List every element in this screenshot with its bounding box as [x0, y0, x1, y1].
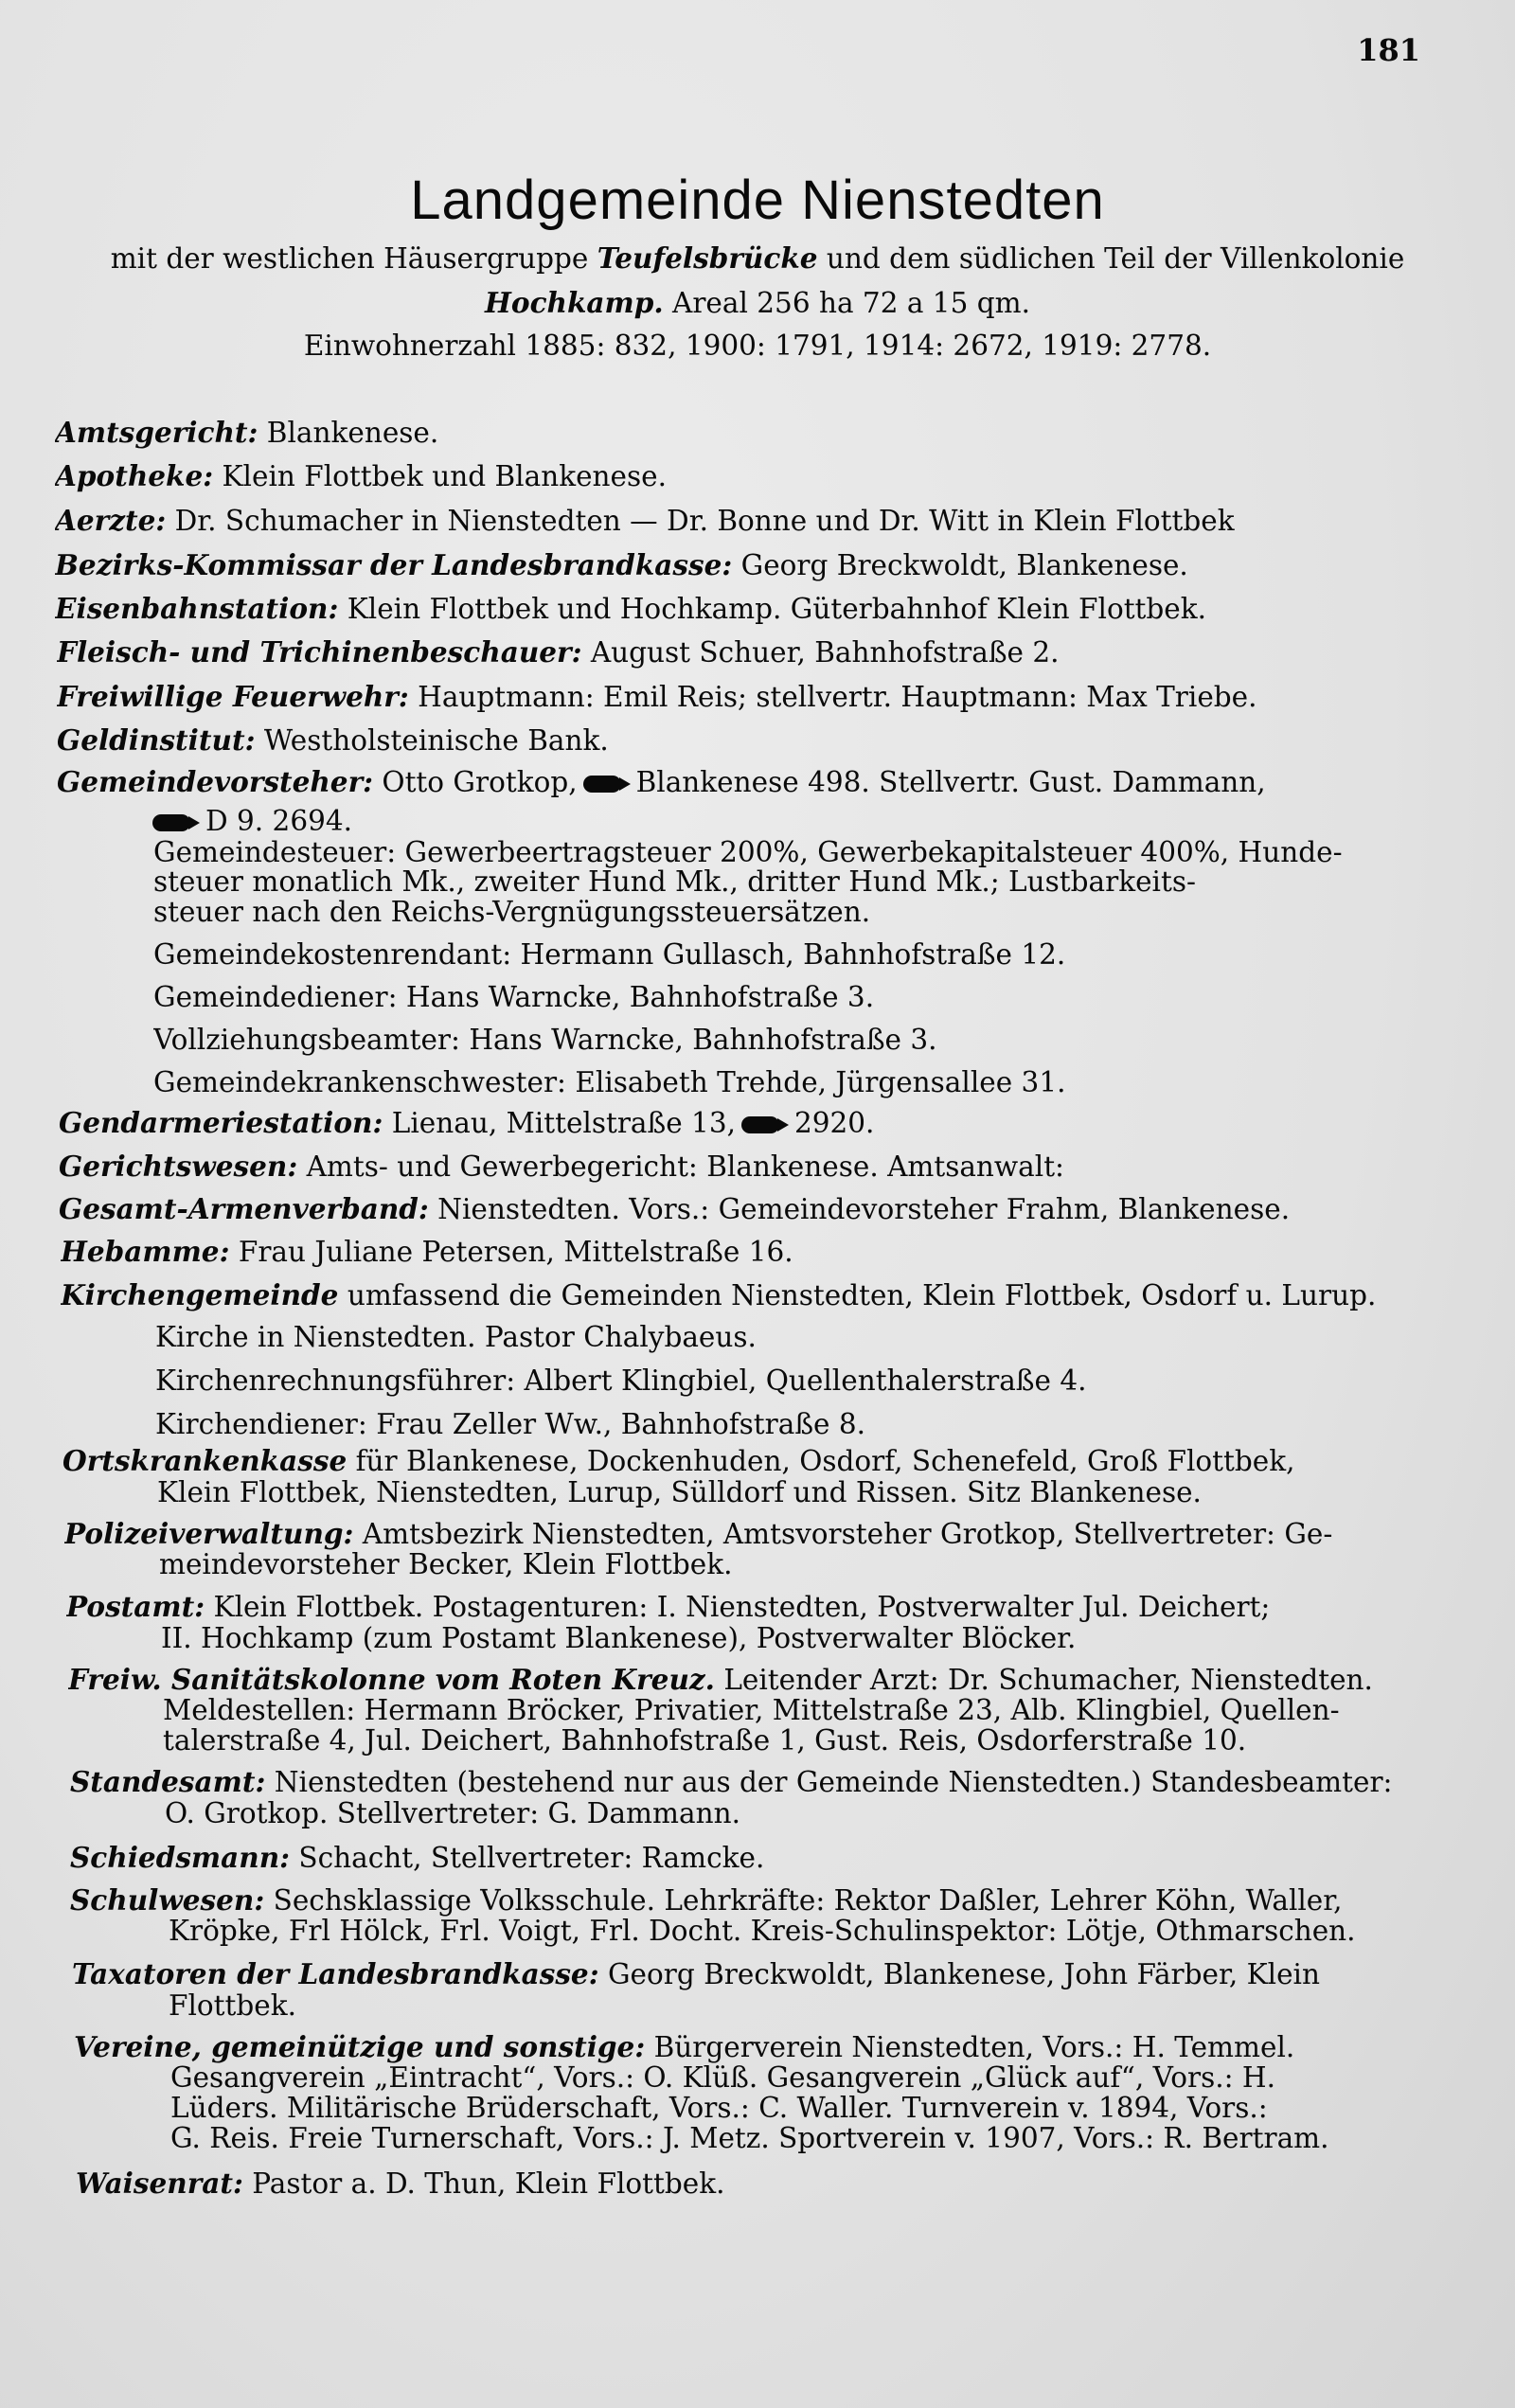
entry-text-continued: Blankenese 498. Stellvertr. Gust. Dammann, [635, 766, 1266, 798]
entry-label: Gemeindevorsteher: [57, 765, 374, 798]
entry-label: Taxatoren der Landesbrandkasse: [72, 1957, 599, 1990]
entry-line [153, 1021, 1515, 1059]
entry-text: Amts- und Gewerbegericht: Blankenese. Amtsanwalt: [297, 1150, 1065, 1183]
entry-label: Vereine, gemeinützige und sonstige: [74, 2030, 646, 2063]
entry-line [55, 457, 1437, 495]
entry-line [55, 502, 1437, 540]
entry-line [61, 1233, 1443, 1271]
entry-text: O. Grotkop. Stellvertreter: G. Dammann. [165, 1797, 740, 1829]
entry-text: G. Reis. Freie Turnerschaft, Vors.: J. Metz. Sportverein v. 1907, Vors.: R. Bertram. [170, 2122, 1329, 2154]
entry-text: Westholsteinische Bank. [255, 724, 609, 757]
entry-label: Fleisch- und Trichinenbeschauer: [57, 635, 582, 669]
entry-text: D 9. 2694. [205, 805, 353, 837]
entry-line [57, 678, 1439, 716]
entry-line [153, 978, 1515, 1016]
entry-line [76, 2165, 1458, 2203]
subtitle-line-3: Einwohnerzahl 1885: 832, 1900: 1791, 1914: 2672, 1919: 2778. [303, 330, 1212, 362]
entry-text: August Schuer, Bahnhofstraße 2. [581, 636, 1060, 669]
entry-text: Gesangverein „Eintracht“, Vors.: O. Klüß. Gesangverein „Glück auf“, Vors.: H. [170, 2061, 1276, 2094]
entry-text: Dr. Schumacher in Nienstedten — Dr. Bonne und Dr. Witt in Klein Flottbek [166, 505, 1235, 537]
entry-text: für Blankenese, Dockenhuden, Osdorf, Schenefeld, Groß Flottbek, [347, 1445, 1295, 1477]
entry-text: Klein Flottbek und Hochkamp. Güterbahnhof Klein Flottbek. [338, 593, 1207, 625]
entry-text: Flottbek. [169, 1989, 296, 2022]
entry-text: Klein Flottbek und Blankenese. [213, 460, 667, 492]
entry-text: steuer nach den Reichs-Vergnügungssteuersätzen. [153, 896, 871, 928]
entry-label: Apotheke: [55, 459, 214, 492]
entry-label: Gerichtswesen: [59, 1150, 298, 1183]
entry-text: Nienstedten. Vors.: Gemeindevorsteher Frahm, Blankenese. [428, 1193, 1291, 1225]
entry-line [57, 722, 1439, 759]
entry-line [159, 1545, 1515, 1583]
entry-line [155, 1405, 1515, 1443]
entry-label: Freiwillige Feuerwehr: [57, 680, 409, 713]
entry-text: Pastor a. D. Thun, Klein Flottbek. [242, 2167, 725, 2200]
entry-line [57, 633, 1439, 671]
entry-text: Lüders. Militärische Brüderschaft, Vors.: C. Waller. Turnverein v. 1894, Vors.: [170, 2092, 1268, 2124]
entry-text: Kirchenrechnungsführer: Albert Klingbiel, Quellenthalerstraße 4. [155, 1365, 1087, 1397]
entry-text: meindevorsteher Becker, Klein Flottbek. [159, 1548, 733, 1580]
entry-label: Polizeiverwaltung: [64, 1517, 354, 1550]
entry-line [155, 1318, 1515, 1356]
entry-label: Standesamt: [70, 1765, 266, 1798]
entry-text: Leitender Arzt: Dr. Schumacher, Nienstedten. [714, 1664, 1373, 1696]
entry-text: Gemeindekostenrendant: Hermann Gullasch, Bahnhofstraße 12. [153, 938, 1066, 971]
entry-text: Frau Juliane Petersen, Mittelstraße 16. [229, 1236, 793, 1268]
telephone-icon [583, 776, 631, 793]
entry-text: Nienstedten (bestehend nur aus der Gemeinde Nienstedten.) Standesbeamter: [265, 1766, 1393, 1798]
entry-label: Freiw. Sanitätskolonne vom Roten Kreuz. [68, 1663, 715, 1696]
entry-text: Kröpke, Frl Hölck, Frl. Voigt, Frl. Docht. Kreis-Schulinspektor: Lötje, Othmarschen. [169, 1915, 1356, 1947]
entry-label: Bezirks-Kommissar der Landesbrandkasse: [55, 548, 733, 581]
entry-label: Waisenrat: [76, 2167, 243, 2200]
entry-label: Schiedsmann: [70, 1841, 291, 1874]
subtitle-line-2: Hochkamp. Areal 256 ha 72 a 15 qm. [485, 286, 1030, 319]
entry-text: Lienau, Mittelstraße 13, [383, 1107, 736, 1139]
entry-line [55, 546, 1437, 584]
entry-line [55, 414, 1437, 452]
entry-label: Amtsgericht: [55, 416, 258, 449]
entry-label: Aerzte: [55, 504, 167, 537]
entry-text: Blankenese. [258, 417, 439, 449]
entry-label: Schulwesen: [70, 1883, 265, 1917]
entry-text-continued: 2920. [793, 1107, 875, 1139]
subtitle-line-1: mit der westlichen Häusergruppe Teufelsbrücke und dem südlichen Teil der Villenkolonie [110, 241, 1405, 275]
entry-text: Amtsbezirk Nienstedten, Amtsvorsteher Grotkop, Stellvertreter: Ge- [353, 1518, 1333, 1550]
entry-line [169, 1987, 1515, 2025]
entry-line [157, 1473, 1515, 1511]
entry-text: Vollziehungsbeamter: Hans Warncke, Bahnhofstraße 3. [153, 1024, 937, 1056]
entry-line [170, 2119, 1515, 2157]
entry-text: Kirchendiener: Frau Zeller Ww., Bahnhofstraße 8. [155, 1408, 866, 1440]
entry-line [153, 936, 1515, 973]
entry-line [59, 1190, 1441, 1228]
entry-text: Bürgerverein Nienstedten, Vors.: H. Temmel. [645, 2031, 1295, 2063]
entry-line [57, 763, 1439, 801]
entry-line [59, 1148, 1441, 1186]
entry-label: Gendarmeriestation: [59, 1106, 383, 1139]
entry-text: Schacht, Stellvertreter: Ramcke. [290, 1842, 765, 1874]
entry-text: Sechsklassige Volksschule. Lehrkräfte: Rektor Daßler, Lehrer Köhn, Waller, [264, 1884, 1343, 1917]
entry-label: Kirchengemeinde [61, 1278, 339, 1311]
entry-line [153, 1063, 1515, 1101]
entry-text: Klein Flottbek, Nienstedten, Lurup, Sülldorf und Rissen. Sitz Blankenese. [157, 1476, 1202, 1508]
entry-text: Meldestellen: Hermann Bröcker, Privatier, Mittelstraße 23, Alb. Klingbiel, Quellen- [163, 1694, 1340, 1726]
entry-line [155, 1362, 1515, 1400]
entry-text: steuer monatlich Mk., zweiter Hund Mk., dritter Hund Mk.; Lustbarkeits- [153, 865, 1196, 898]
telephone-icon [741, 1116, 789, 1133]
page-title: Landgemeinde Nienstedten [410, 169, 1105, 231]
entry-text: Otto Grotkop, [373, 766, 578, 798]
entry-text: Hauptmann: Emil Reis; stellvertr. Hauptmann: Max Triebe. [408, 681, 1257, 713]
entry-line [55, 590, 1437, 628]
entry-text: Gemeindekrankenschwester: Elisabeth Trehde, Jürgensallee 31. [153, 1066, 1066, 1098]
entry-text: talerstraße 4, Jul. Deichert, Bahnhofstraße 1, Gust. Reis, Osdorferstraße 10. [163, 1724, 1247, 1757]
entry-text: Kirche in Nienstedten. Pastor Chalybaeus. [155, 1321, 757, 1353]
entry-text: Gemeindesteuer: Gewerbeertragsteuer 200%, Gewerbekapitalsteuer 400%, Hunde- [153, 836, 1343, 868]
entry-label: Gesamt-Armenverband: [59, 1192, 429, 1225]
entry-text: II. Hochkamp (zum Postamt Blankenese), Postverwalter Blöcker. [161, 1622, 1077, 1654]
telephone-icon [152, 814, 200, 831]
entry-line [169, 1912, 1515, 1950]
entry-line [59, 1104, 1441, 1142]
entry-label: Geldinstitut: [57, 723, 256, 757]
entry-line [70, 1839, 1453, 1877]
entry-label: Hebamme: [61, 1235, 230, 1268]
entry-label: Ortskrankenkasse [62, 1444, 348, 1477]
entry-line [163, 1721, 1515, 1759]
entry-text: umfassend die Gemeinden Nienstedten, Klein Flottbek, Osdorf u. Lurup. [338, 1279, 1377, 1311]
entry-line [165, 1794, 1515, 1832]
entry-line [153, 893, 1515, 931]
entry-line [161, 1619, 1515, 1657]
entry-line [61, 1276, 1443, 1314]
entry-text: Gemeindediener: Hans Warncke, Bahnhofstraße 3. [153, 981, 875, 1013]
entry-label: Eisenbahnstation: [55, 592, 339, 625]
entry-text: Georg Breckwoldt, Blankenese. [732, 549, 1188, 581]
entry-text: Georg Breckwoldt, Blankenese, John Färber, Klein [598, 1958, 1320, 1990]
entry-label: Postamt: [66, 1590, 205, 1623]
entry-text: Klein Flottbek. Postagenturen: I. Nienstedten, Postverwalter Jul. Deichert; [205, 1591, 1271, 1623]
page-number: 181 [1357, 32, 1420, 68]
